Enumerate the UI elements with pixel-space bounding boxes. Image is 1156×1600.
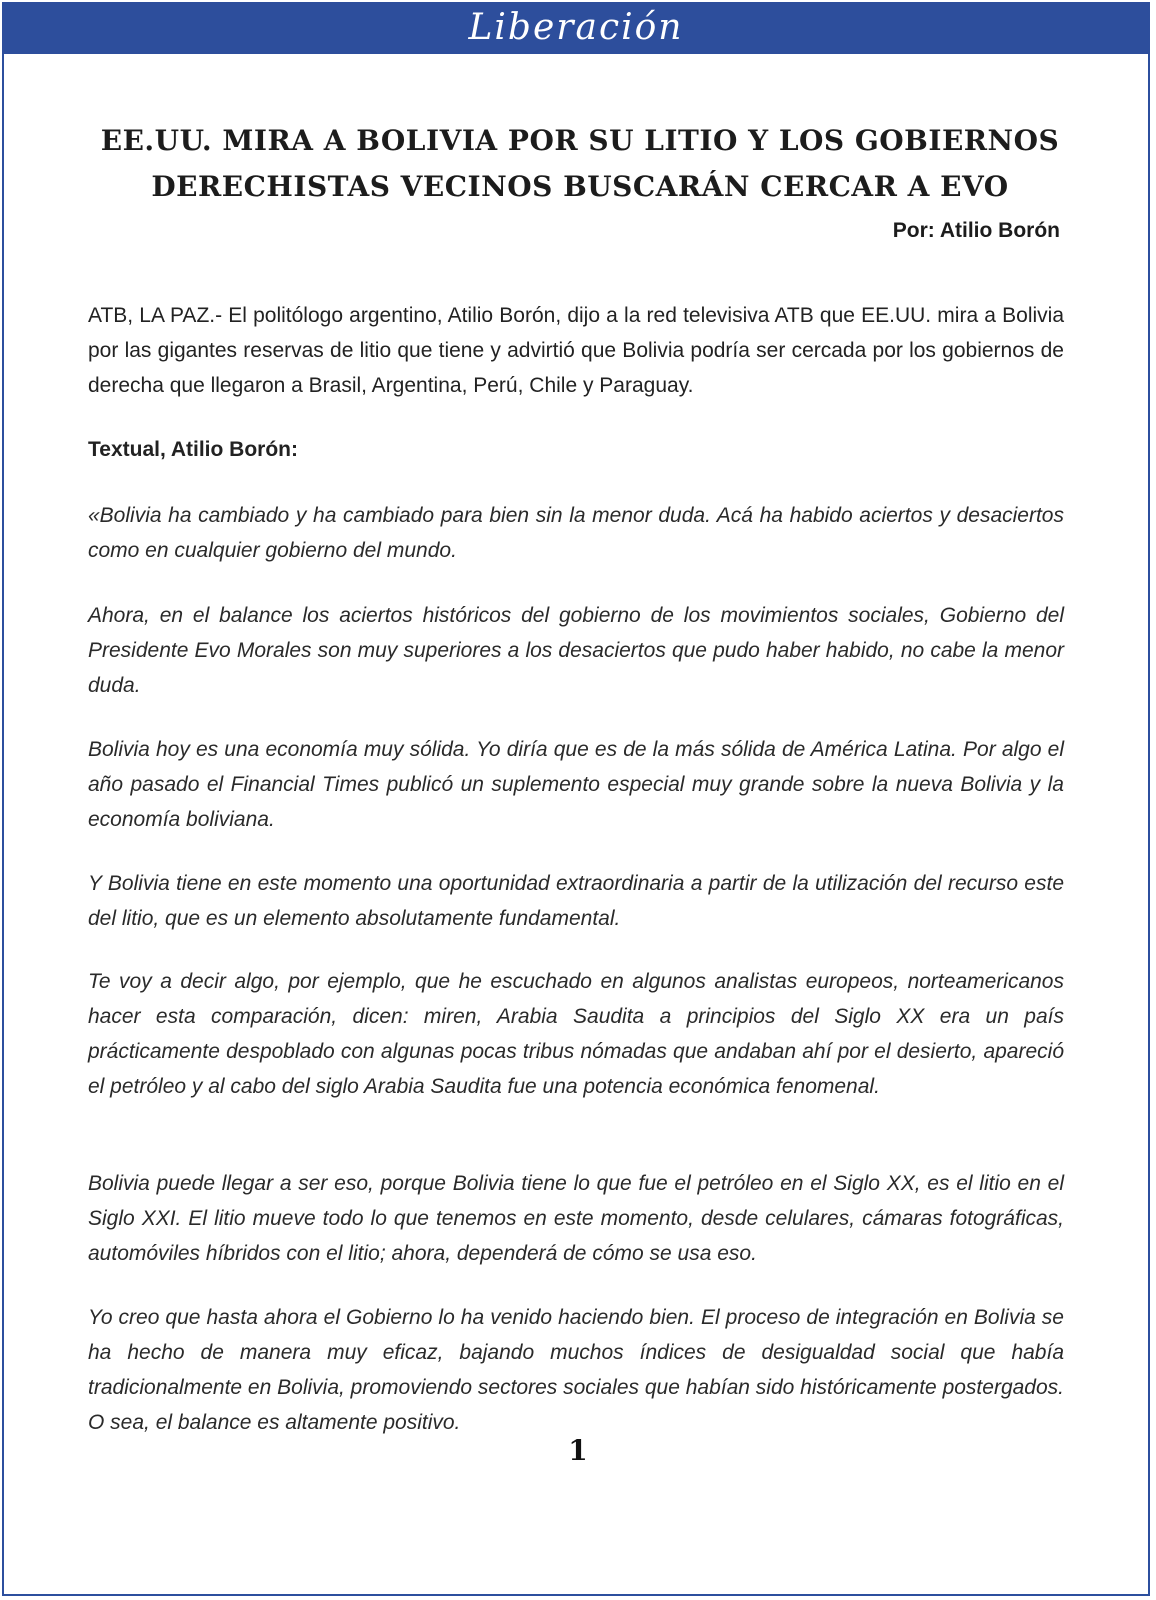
quote-paragraph-2: Ahora, en el balance los aciertos históricos del gobierno de los movimientos sociales, Gobierno del Presidente Evo Morales son muy superiores a los desaciertos que pudo haber habido, no cabe la menor duda. xyxy=(88,604,1064,697)
quote-paragraph-4: Y Bolivia tiene en este momento una oportunidad extraordinaria a partir de la utilización del recurso este del litio, que es un elemento absolutamente fundamental. xyxy=(88,872,1064,930)
quote-paragraph-3: Bolivia hoy es una economía muy sólida. Yo diría que es de la más sólida de América Latina. Por algo el año pasado el Financial Times publicó un suplemento especial muy grande sobre la nueva Bolivia y la economía boliviana. xyxy=(88,738,1064,831)
quote-paragraph-5: Te voy a decir algo, por ejemplo, que he escuchado en algunos analistas europeos, norteamericanos hacer esta comparación, dicen: miren, Arabia Saudita a principios del Siglo XX era un país prácticamente despoblado con algunas pocas tribus nómadas que andaban ahí por el desierto, apareció el petróleo y al cabo del siglo Arabia Saudita fue una potencia económica fenomenal. xyxy=(88,970,1064,1098)
quote-label: Textual, Atilio Borón: xyxy=(88,438,298,461)
page-number: 1 xyxy=(568,1434,588,1467)
article-byline: Por: Atilio Borón xyxy=(892,219,1060,242)
quote-paragraph-1: «Bolivia ha cambiado y ha cambiado para bien sin la menor duda. Acá ha habido aciertos y desaciertos como en cualquier gobierno del mundo. xyxy=(88,504,1064,562)
quote-paragraph-6: Bolivia puede llegar a ser eso, porque Bolivia tiene lo que fue el petróleo en el Siglo XX, es el litio en el Siglo XXI. El litio mueve todo lo que tenemos en este momento, desde celulares, cámaras fotográficas, automóviles híbridos con el litio; ahora, dependerá de cómo se usa eso. xyxy=(88,1172,1064,1265)
quote-paragraph-7: Yo creo que hasta ahora el Gobierno lo ha venido haciendo bien. El proceso de integración en Bolivia se ha hecho de manera muy eficaz, bajando muchos índices de desigualdad social que había tradicionalmente en Bolivia, promoviendo sectores sociales que habían sido históricamente postergados. O sea, el balance es altamente positivo. xyxy=(88,1306,1064,1434)
lead-paragraph: ATB, LA PAZ.- El politólogo argentino, Atilio Borón, dijo a la red televisiva ATB que EE.UU. mira a Bolivia por las gigantes reservas de litio que tiene y advirtió que Bolivia podría ser cercada por los gobiernos de derecha que llegaron a Brasil, Argentina, Perú, Chile y Paraguay. xyxy=(88,304,1064,397)
header-banner xyxy=(2,2,1150,54)
article-headline xyxy=(100,118,1060,210)
headline-line-2: DERECHISTAS VECINOS BUSCARÁN CERCAR A EVO xyxy=(151,170,1009,203)
publication-title: Liberación xyxy=(468,7,684,48)
headline-line-1: EE.UU. MIRA A BOLIVIA POR SU LITIO Y LOS GOBIERNOS xyxy=(100,124,1060,157)
